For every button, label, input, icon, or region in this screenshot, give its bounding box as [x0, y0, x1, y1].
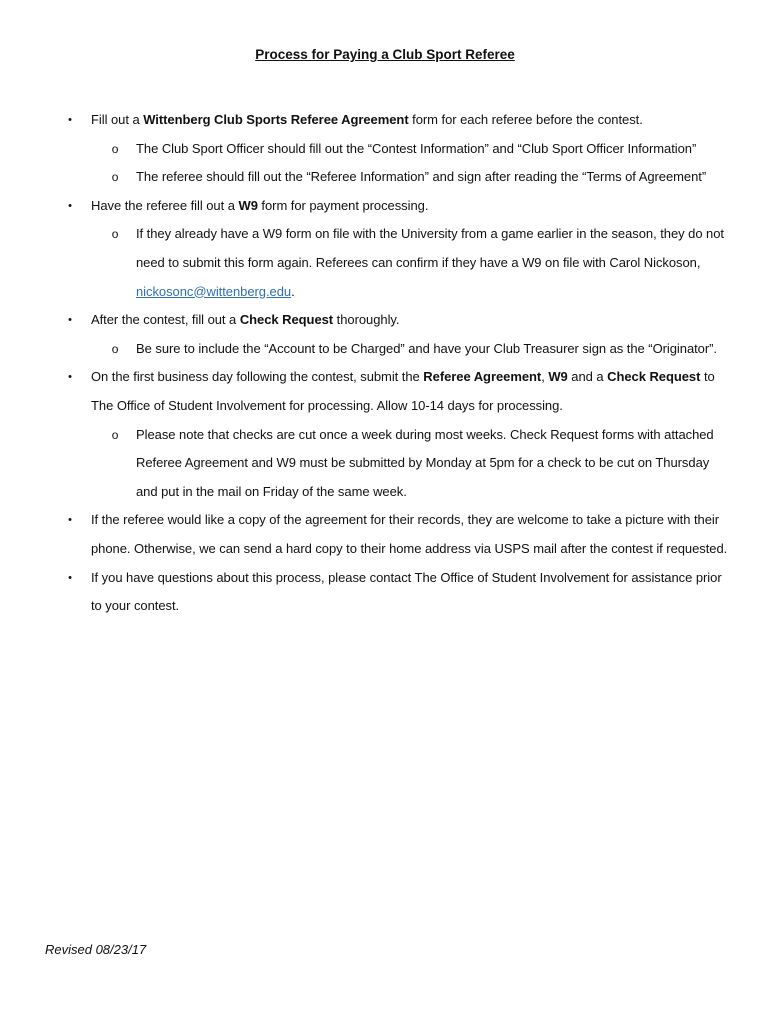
sub-list-item: o Please note that checks are cut once a week during most weeks. Check Request forms with attached Referee Agreement and W9 must be submitted by Monday at 5pm for a check to be cut on Thursday and put in the mail on Friday of the same week.: [64, 421, 732, 507]
sub-bullet-icon: o: [111, 227, 119, 242]
bullet-icon: •: [68, 314, 72, 327]
form-name: Referee Agreement: [423, 369, 542, 385]
list-item: • If the referee would like a copy of the agreement for their records, they are welcome to take a picture with their phone. Otherwise, we can send a hard copy to their home address via USPS mail after the contest if requested.: [64, 506, 732, 563]
form-name: Check Request: [607, 369, 701, 385]
sub-list-item: o The Club Sport Officer should fill out the “Contest Information” and “Club Sport Officer Information”: [64, 135, 732, 164]
list-item: • If you have questions about this process, please contact The Office of Student Involvement for assistance prior to your contest.: [64, 564, 732, 621]
bullet-icon: •: [68, 371, 72, 384]
sub-bullet-icon: o: [111, 141, 119, 156]
list-item: • Fill out a Wittenberg Club Sports Referee Agreement form for each referee before the contest.: [64, 106, 732, 135]
form-name: W9: [238, 197, 258, 213]
sub-bullet-icon: o: [111, 170, 119, 185]
bullet-icon: •: [68, 514, 72, 527]
bullet-icon: •: [68, 571, 72, 584]
sub-bullet-icon: o: [111, 427, 119, 442]
form-name: Check Request: [239, 312, 334, 328]
sub-list-item: o Be sure to include the “Account to be Charged” and have your Club Treasurer sign as the “Originator”.: [64, 335, 732, 364]
sub-list-item: o If they already have a W9 form on file with the University from a game earlier in the season, they do not need to submit this form again. Referees can confirm if they have a W9 on file with Carol Nickoson, nickosonc@wittenberg.edu.: [64, 220, 732, 306]
list-item: • On the first business day following the contest, submit the Referee Agreement, W9 and a Check Request to The Office of Student Involvement for processing. Allow 10-14 days for processing.: [64, 363, 732, 420]
form-name: Wittenberg Club Sports Referee Agreement: [143, 112, 409, 127]
revision-date: Revised 08/23/17: [45, 942, 147, 957]
page-title: Process for Paying a Club Sport Referee: [255, 47, 515, 62]
bullet-icon: •: [68, 114, 72, 126]
bullet-icon: •: [68, 199, 72, 212]
list-item: • After the contest, fill out a Check Request thoroughly.: [64, 306, 732, 335]
list-item: • Have the referee fill out a W9 form for payment processing.: [64, 192, 732, 221]
email-link[interactable]: nickosonc@wittenberg.edu: [136, 283, 292, 299]
sub-bullet-icon: o: [111, 341, 119, 356]
document-body: [64, 106, 732, 621]
form-name: W9: [548, 369, 568, 385]
sub-list-item: o The referee should fill out the “Referee Information” and sign after reading the “Terms of Agreement”: [64, 163, 732, 192]
